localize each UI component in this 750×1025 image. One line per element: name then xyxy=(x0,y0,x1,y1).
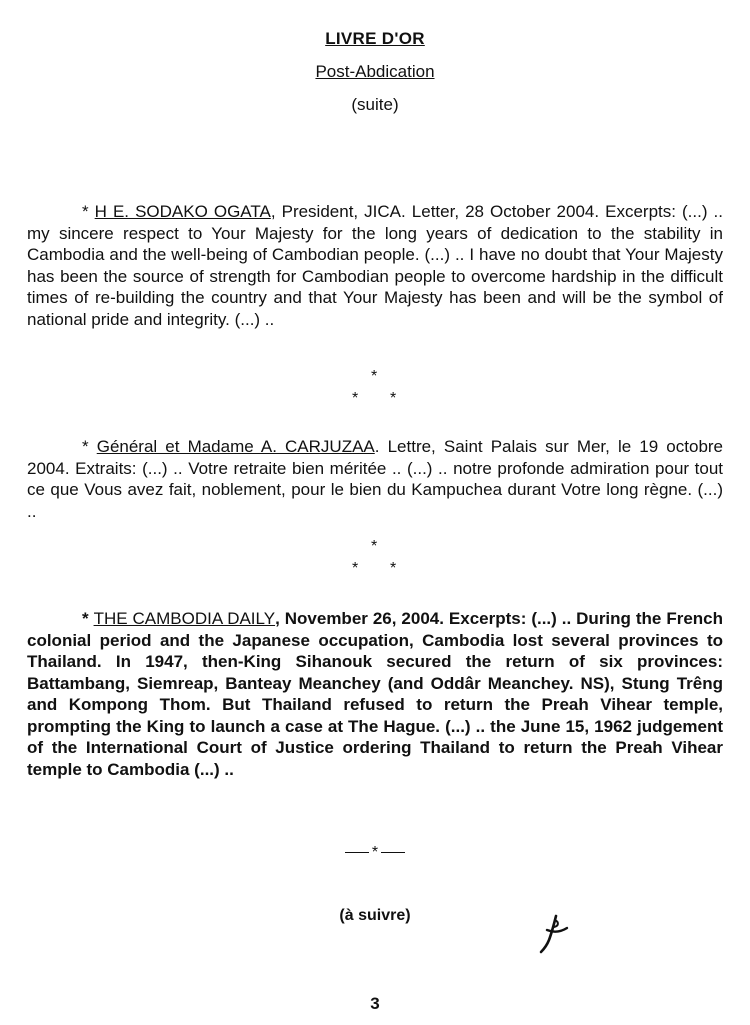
separator-star: * xyxy=(352,390,359,407)
end-mark xyxy=(0,844,750,862)
entry-author: THE CAMBODIA DAILY xyxy=(93,609,276,628)
signature-mark xyxy=(537,914,571,954)
end-dash-left xyxy=(345,852,369,853)
star-separator xyxy=(0,368,750,408)
end-star: * xyxy=(371,844,379,861)
page-title: LIVRE D'OR xyxy=(325,29,425,48)
entry-text: , President, JICA. Letter, 28 October 2004. Excerpts: (...) .. my sincere respect to Your Majesty for the long years of dedication to the stability in Cambodia and the well-being of Cambodian people. (...) .. I have no doubt that Your Majesty has been the source of strength for Cambodian people to overcome hardship in the difficult times of re-building the country and that Your Majesty has been and will be the symbol of national pride and integrity. (...) .. xyxy=(27,202,723,329)
separator-star: * xyxy=(390,390,397,407)
to-be-continued: (à suivre) xyxy=(339,907,411,924)
star-separator xyxy=(0,538,750,578)
entry-bullet: * xyxy=(82,437,97,456)
entry-text: . Lettre, Saint Palais sur Mer, le 19 octobre 2004. Extraits: (...) .. Votre retraite bien méritée .. (...) .. notre profonde admiration pour tout ce que Vous avez fait, noblement, pour le bien du Kampuchea durant Votre long règne. (...) .. xyxy=(27,437,724,521)
entry-bullet: * xyxy=(82,609,94,628)
continuation-label: (suite) xyxy=(351,95,399,114)
separator-star: * xyxy=(371,538,378,555)
end-dash-right xyxy=(381,852,405,853)
entry-author: Général et Madame A. CARJUZAA xyxy=(96,437,375,456)
entry-cambodia-daily xyxy=(27,608,723,780)
page-number: 3 xyxy=(370,994,380,1013)
entry-bullet: * xyxy=(82,202,95,221)
entry-author: H E. SODAKO OGATA xyxy=(94,202,271,221)
entry-ogata xyxy=(27,201,723,330)
separator-star: * xyxy=(371,368,378,385)
entry-carjuzaa xyxy=(27,436,723,522)
separator-star: * xyxy=(390,560,397,577)
entry-text: , November 26, 2004. Excerpts: (...) .. During the French colonial period and the Japanese occupation, Cambodia lost several provinces to Thailand. In 1947, then-King Sihanouk secured the return of six provinces: Battambang, Siemreap, Banteay Meanchey (and Oddâr Meanchey. NS), Stung Trêng and Kompong Thom. But Thailand refused to return the Preah Vihear temple, prompting the King to launch a case at The Hague. (...) .. the June 15, 1962 judgement of the International Court of Justice ordering Thailand to return the Preah Vihear temple to Cambodia (...) .. xyxy=(27,609,723,779)
separator-star: * xyxy=(352,560,359,577)
page-subtitle: Post-Abdication xyxy=(315,62,435,81)
